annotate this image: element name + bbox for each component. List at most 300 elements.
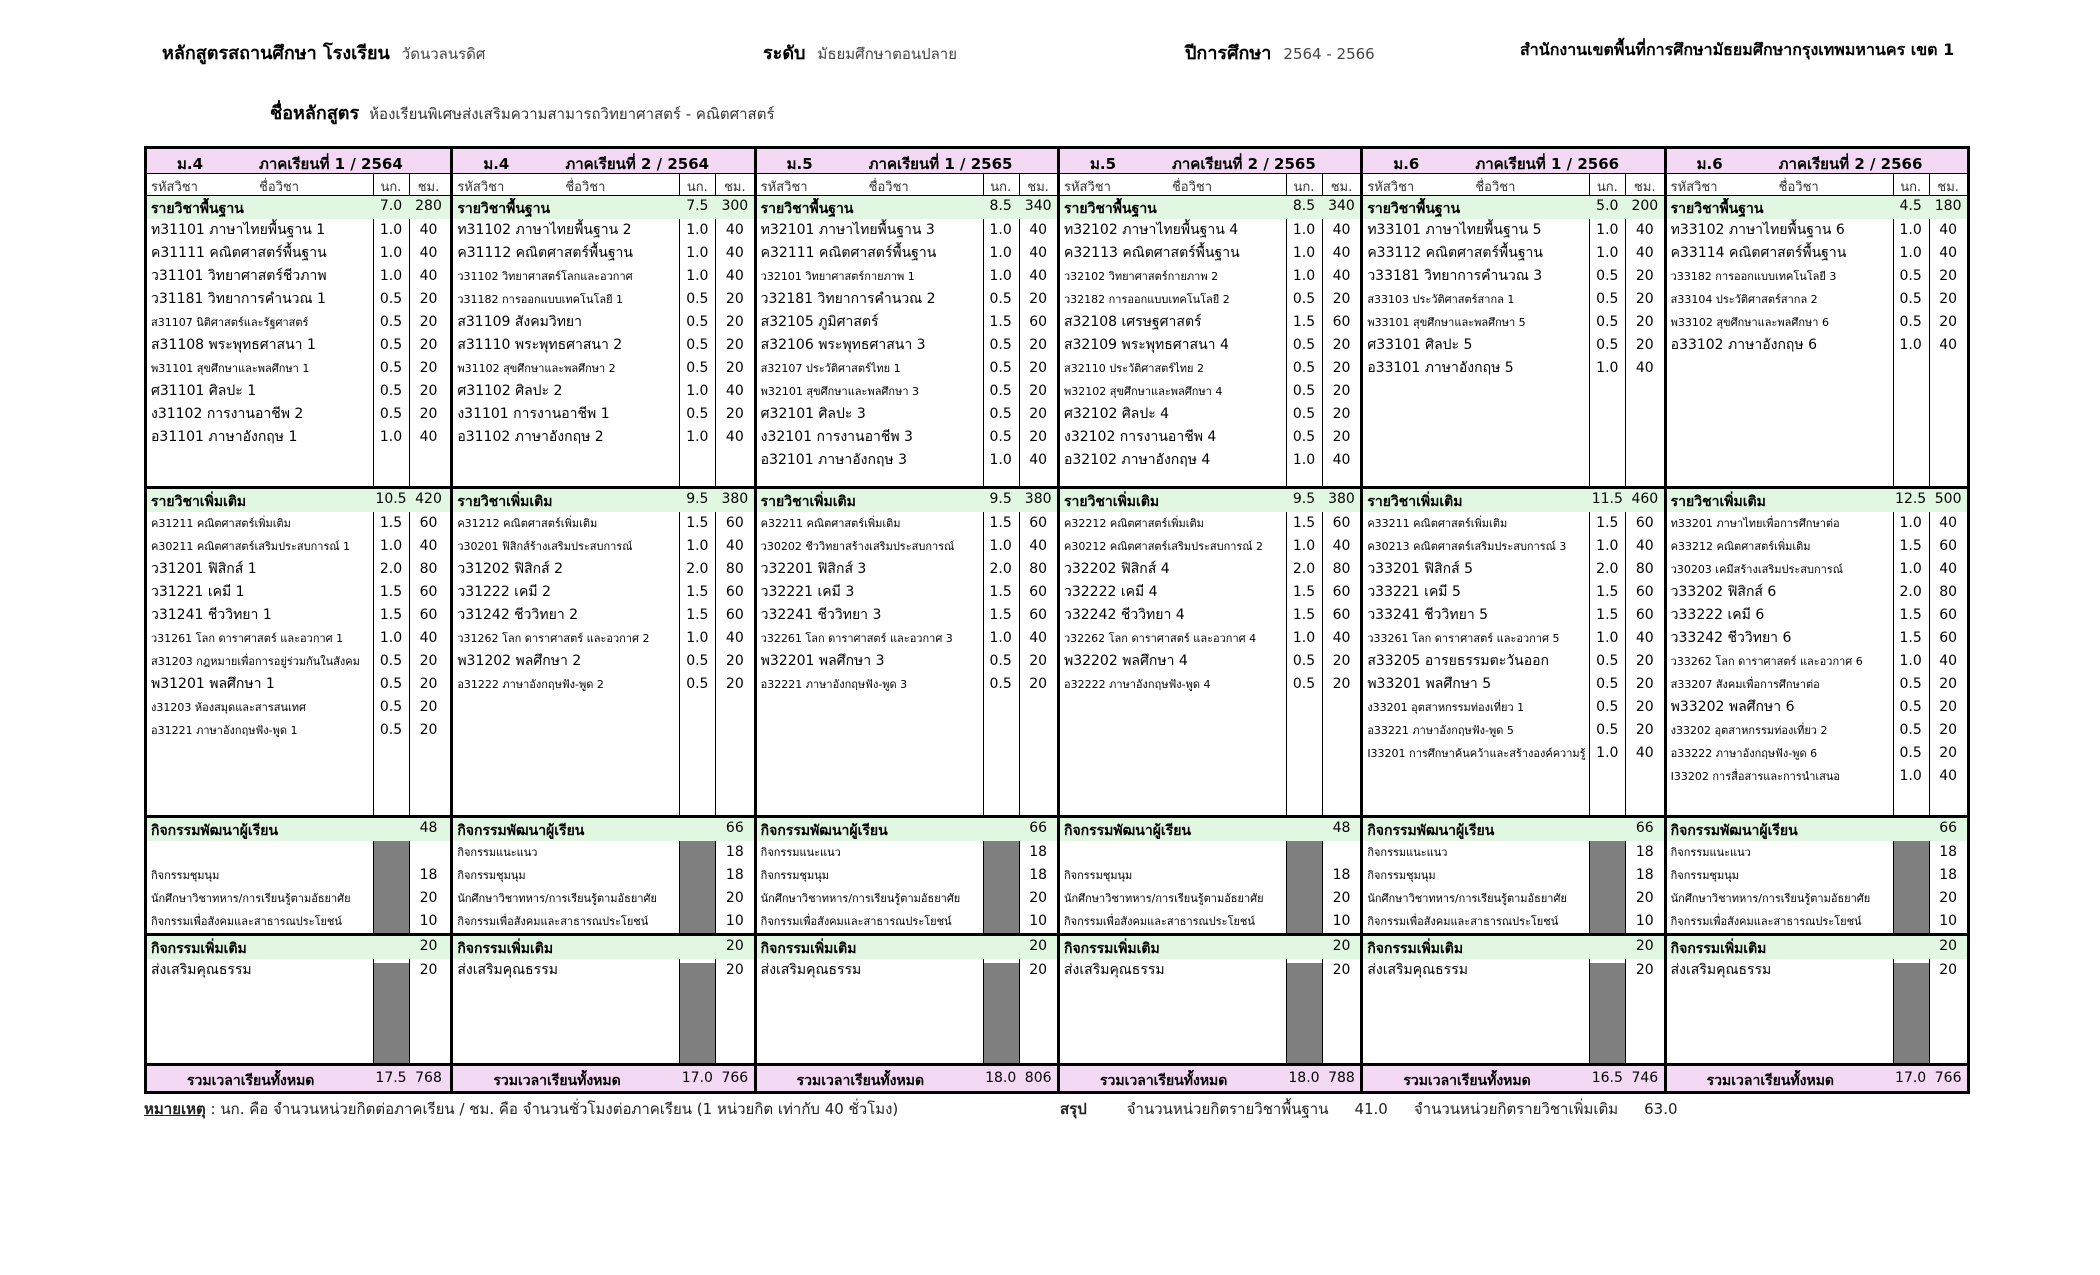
core-course-row-hours: 40 — [1332, 245, 1351, 261]
core-course-row-name: ศ32102 ศิลปะ 4 — [1063, 406, 1170, 422]
core-course-row-name: พ31101 สุขศึกษาและพลศึกษา 1 — [151, 362, 310, 375]
semester-total — [1363, 1063, 1663, 1091]
core-course-row — [453, 219, 753, 242]
core-course-row-hours: 20 — [1635, 268, 1654, 284]
additional-course-row-hours: 40 — [1635, 745, 1654, 761]
additional-course-row-hours: 40 — [1332, 630, 1351, 646]
col-credit-header: นก. — [1596, 180, 1618, 195]
core-course-row-hours: 40 — [725, 383, 744, 399]
core-course-row-credit: 0.5 — [686, 406, 709, 422]
additional-course-row-name: ว32222 เคมี 4 — [1063, 584, 1158, 600]
additional-course-row-credit: 1.5 — [1596, 515, 1619, 531]
additional-course-row — [1060, 535, 1360, 558]
additional-credit-total: 12.5 — [1895, 491, 1927, 507]
extra-section-header — [1060, 936, 1360, 959]
additional-course-row-credit: 1.0 — [686, 538, 709, 554]
core-course-row — [757, 311, 1057, 334]
core-course-row-hours: 40 — [1939, 245, 1958, 261]
additional-course-row — [1363, 673, 1663, 696]
activity-row-name: นักศึกษาวิชาทหาร/การเรียนรู้ตามอัธยาศัย — [760, 892, 961, 905]
summary-label: สรุป — [1060, 1100, 1087, 1118]
activities-section-header — [453, 818, 753, 841]
core-course-row-hours: 20 — [725, 291, 744, 307]
core-course-row-credit: 1.0 — [1899, 337, 1922, 353]
semester-grade: ม.4 — [483, 155, 510, 173]
additional-course-row-hours: 80 — [419, 561, 438, 577]
semester-grade: ม.4 — [177, 155, 204, 173]
core-course-row-name: พ33102 สุขศึกษาและพลศึกษา 6 — [1670, 316, 1829, 329]
additional-course-row — [1667, 742, 1967, 765]
additional-course-row-credit: 0.5 — [1292, 653, 1316, 669]
core-course-row — [147, 403, 450, 426]
additional-course-row-credit: 1.5 — [1292, 515, 1316, 531]
core-course-row-name: พ32102 สุขศึกษาและพลศึกษา 4 — [1063, 385, 1223, 398]
additional-course-row-name: อ33221 ภาษาอังกฤษฟัง-พูด 5 — [1367, 724, 1514, 737]
core-course-row-credit: 0.5 — [1292, 383, 1316, 399]
extra-label: กิจกรรมเพิ่มเติม — [1367, 941, 1464, 957]
additional-course-row-hours: 40 — [419, 630, 438, 646]
extra-activity-row — [1363, 959, 1663, 982]
additional-label: รายวิชาเพิ่มเติม — [1670, 494, 1766, 510]
col-credit-header: นก. — [1900, 180, 1922, 195]
extra-activity-name: ส่งเสริมคุณธรรม — [457, 962, 558, 978]
add-credits-label: จำนวนหน่วยกิตรายวิชาเพิ่มเติม — [1413, 1100, 1619, 1118]
semester-header — [757, 149, 1057, 174]
activity-row — [757, 864, 1057, 887]
additional-course-row-name: ค32212 คณิตศาสตร์เพิ่มเติม — [1063, 517, 1204, 530]
activity-row-hours: 18 — [725, 844, 744, 860]
col-name-header: ชื่อวิชา — [1171, 180, 1213, 195]
core-course-row — [147, 311, 450, 334]
additional-course-row-hours: 40 — [1029, 538, 1048, 554]
additional-course-row — [147, 604, 450, 627]
additional-course-row — [757, 581, 1057, 604]
additional-course-row-credit: 1.0 — [1899, 768, 1922, 784]
note-label: หมายเหตุ — [144, 1100, 206, 1118]
core-hours-total: 340 — [1024, 198, 1052, 214]
additional-course-row-hours: 20 — [1332, 653, 1351, 669]
core-course-row-hours: 40 — [1029, 268, 1048, 284]
additional-course-row-hours: 60 — [725, 607, 744, 623]
core-course-row-credit: 0.5 — [1292, 291, 1316, 307]
extra-activity-row — [147, 959, 450, 982]
additional-course-row — [1060, 512, 1360, 535]
core-course-row-credit: 1.0 — [379, 245, 403, 261]
additional-course-row-name: อ33222 ภาษาอังกฤษฟัง-พูด 6 — [1670, 747, 1818, 760]
additional-course-row-credit: 1.0 — [1899, 653, 1922, 669]
core-course-row-hours: 20 — [725, 406, 744, 422]
total-hours: 746 — [1631, 1070, 1659, 1086]
core-course-row-credit: 0.5 — [379, 291, 403, 307]
activity-row — [1667, 887, 1967, 910]
additional-section-header — [1667, 489, 1967, 512]
activity-row-hours: 10 — [1332, 913, 1351, 929]
core-course-row-name: ง31102 การงานอาชีพ 2 — [151, 406, 304, 422]
additional-course-row-hours: 20 — [1939, 722, 1958, 738]
core-course-row-hours: 20 — [419, 314, 438, 330]
activities-hours-total: 66 — [725, 820, 744, 836]
total-credit: 18.0 — [985, 1070, 1017, 1086]
additional-course-row-hours: 20 — [1635, 676, 1654, 692]
extra-section-header — [453, 936, 753, 959]
additional-course-row-credit: 1.5 — [1899, 607, 1922, 623]
activity-row-hours: 18 — [1939, 867, 1958, 883]
activity-row — [453, 841, 753, 864]
additional-course-row-credit: 0.5 — [686, 653, 709, 669]
activities-section-header — [147, 818, 450, 841]
core-course-row-hours: 40 — [1029, 245, 1048, 261]
additional-course-row — [147, 696, 450, 719]
total-hours: 766 — [1934, 1070, 1962, 1086]
core-course-row-hours: 40 — [419, 429, 438, 445]
core-section-header — [1363, 196, 1663, 219]
core-course-row-credit: 0.5 — [686, 314, 709, 330]
core-course-row-name: พ32101 สุขศึกษาและพลศึกษา 3 — [760, 385, 919, 398]
core-course-row — [1667, 242, 1967, 265]
core-course-row-name: อ33101 ภาษาอังกฤษ 5 — [1367, 360, 1514, 376]
additional-course-row-name: ว33261 โลก ดาราศาสตร์ และอวกาศ 5 — [1367, 632, 1560, 645]
col-name-header: ชื่อวิชา — [1778, 180, 1819, 195]
additional-course-row-credit: 2.0 — [1292, 561, 1316, 577]
core-course-row-name: ศ32101 ศิลปะ 3 — [760, 406, 866, 422]
core-course-row — [453, 242, 753, 265]
activity-row — [453, 910, 753, 933]
core-course-row-hours: 20 — [419, 337, 438, 353]
semester-column — [1664, 149, 1967, 1091]
additional-hours-total: 420 — [415, 491, 442, 507]
additional-credit-total: 9.5 — [989, 491, 1012, 507]
core-course-row-hours: 40 — [1635, 222, 1654, 238]
additional-course-row-hours: 20 — [1939, 699, 1958, 715]
core-course-row-name: อ32101 ภาษาอังกฤษ 3 — [760, 452, 908, 468]
total-hours: 788 — [1328, 1070, 1355, 1086]
core-course-row-credit: 0.5 — [1292, 429, 1316, 445]
extra-activity-name: ส่งเสริมคุณธรรม — [1670, 962, 1772, 978]
col-hours-header: ชม. — [1027, 180, 1049, 195]
col-hours-header: ชม. — [1937, 180, 1959, 195]
semester-column — [1057, 149, 1360, 1091]
additional-course-row-name: ค33211 คณิตศาสตร์เพิ่มเติม — [1367, 517, 1508, 530]
col-hours-header: ชม. — [724, 180, 746, 195]
semester-header — [453, 149, 753, 174]
semester-total — [147, 1063, 450, 1091]
activity-row — [453, 887, 753, 910]
additional-course-row — [453, 512, 753, 535]
core-credit-total: 5.0 — [1596, 198, 1619, 214]
additional-course-row-name: ส33207 สังคมเพื่อการศึกษาต่อ — [1670, 678, 1820, 691]
additional-course-row — [1667, 627, 1967, 650]
additional-course-row-name: ท33201 ภาษาไทยเพื่อการศึกษาต่อ — [1670, 517, 1840, 530]
activities-hours-total: 48 — [419, 820, 438, 836]
core-course-row — [1060, 242, 1360, 265]
core-course-row-credit: 1.0 — [686, 268, 709, 284]
core-course-row — [453, 288, 753, 311]
core-course-row — [757, 242, 1057, 265]
additional-course-row — [1667, 673, 1967, 696]
core-course-row-name: ท33101 ภาษาไทยพื้นฐาน 5 — [1367, 222, 1542, 238]
col-hours-header: ชม. — [1330, 180, 1353, 195]
core-course-row-name: ส32107 ประวัติศาสตร์ไทย 1 — [760, 362, 901, 375]
additional-course-row-credit: 1.0 — [1292, 538, 1316, 554]
additional-course-row-name: ว33202 ฟิสิกส์ 6 — [1670, 584, 1777, 600]
core-course-row — [453, 311, 753, 334]
additional-course-row-credit: 1.5 — [989, 515, 1012, 531]
additional-hours-total: 460 — [1631, 491, 1659, 507]
additional-course-row-name: ว33262 โลก ดาราศาสตร์ และอวกาศ 6 — [1670, 655, 1863, 668]
activities-label: กิจกรรมพัฒนาผู้เรียน — [1367, 823, 1495, 839]
curriculum-table — [144, 146, 1970, 1094]
core-course-row-name: ง31101 การงานอาชีพ 1 — [457, 406, 610, 422]
activity-row-hours: 18 — [725, 867, 744, 883]
core-course-row-hours: 20 — [725, 337, 744, 353]
additional-course-row-hours: 60 — [725, 515, 744, 531]
extra-label: กิจกรรมเพิ่มเติม — [760, 941, 857, 957]
additional-course-row-credit: 1.0 — [379, 538, 403, 554]
additional-hours-total: 380 — [721, 491, 749, 507]
activity-row — [1363, 910, 1663, 933]
col-code-header: รหัสวิชา — [151, 180, 198, 195]
extra-section-header — [757, 936, 1057, 959]
core-course-row-credit: 1.0 — [989, 222, 1012, 238]
additional-course-row-hours: 20 — [1029, 653, 1048, 669]
level-label: ระดับ — [763, 43, 806, 64]
extra-hours-total: 20 — [1635, 938, 1654, 954]
activity-row — [757, 887, 1057, 910]
core-course-row-credit: 0.5 — [1596, 337, 1619, 353]
core-course-row-credit: 1.0 — [1596, 222, 1619, 238]
footnote — [144, 1097, 898, 1121]
additional-course-row — [1060, 604, 1360, 627]
additional-course-row — [147, 719, 450, 742]
additional-course-row-name: ว33222 เคมี 6 — [1670, 607, 1765, 623]
activity-row-name: นักศึกษาวิชาทหาร/การเรียนรู้ตามอัธยาศัย — [1670, 892, 1871, 905]
activity-row-name: กิจกรรมเพื่อสังคมและสาธารณประโยชน์ — [151, 915, 342, 928]
additional-course-row-credit: 1.0 — [1596, 630, 1619, 646]
additional-course-row-name: พ32201 พลศึกษา 3 — [760, 653, 885, 669]
core-course-row — [1363, 334, 1663, 357]
school-name: วัดนวลนรดิศ — [401, 45, 486, 63]
additional-course-row-name: ว33201 ฟิสิกส์ 5 — [1367, 561, 1473, 577]
core-course-row-credit: 1.0 — [989, 452, 1012, 468]
core-course-row — [1060, 449, 1360, 472]
core-course-row-credit: 1.0 — [686, 429, 709, 445]
additional-label: รายวิชาเพิ่มเติม — [760, 494, 856, 510]
activities-section-header — [1060, 818, 1360, 841]
additional-course-row-credit: 1.0 — [989, 630, 1012, 646]
extra-activity-name: ส่งเสริมคุณธรรม — [1063, 962, 1165, 978]
core-course-row-hours: 20 — [1029, 383, 1048, 399]
col-hours-header: ชม. — [417, 180, 440, 195]
extra-label: กิจกรรมเพิ่มเติม — [1670, 941, 1767, 957]
additional-course-row-name: ว32261 โลก ดาราศาสตร์ และอวกาศ 3 — [760, 632, 953, 645]
additional-course-row-hours: 20 — [419, 653, 438, 669]
col-credit-header: นก. — [380, 180, 402, 195]
additional-course-row — [757, 627, 1057, 650]
extra-activity-hours: 20 — [419, 962, 438, 978]
core-section-header — [1060, 196, 1360, 219]
core-course-row-credit: 0.5 — [379, 314, 403, 330]
additional-course-row — [1667, 696, 1967, 719]
additional-course-row-name: ว30203 เคมีสร้างเสริมประสบการณ์ — [1670, 563, 1843, 576]
additional-course-row — [1667, 581, 1967, 604]
additional-course-row-hours: 60 — [1635, 515, 1654, 531]
core-course-row-name: ท32101 ภาษาไทยพื้นฐาน 3 — [760, 222, 935, 238]
core-course-row — [757, 334, 1057, 357]
activity-row — [1667, 910, 1967, 933]
activities-section-header — [757, 818, 1057, 841]
core-course-row-name: อ33102 ภาษาอังกฤษ 6 — [1670, 337, 1817, 353]
core-section-header — [1667, 196, 1967, 219]
activity-row-hours: 18 — [1029, 867, 1048, 883]
program-title — [270, 98, 775, 127]
activities-label: กิจกรรมพัฒนาผู้เรียน — [1670, 823, 1798, 839]
additional-course-row-name: ค30213 คณิตศาสตร์เสริมประสบการณ์ 3 — [1367, 540, 1567, 553]
additional-course-row-hours: 60 — [1029, 607, 1048, 623]
core-course-row — [1060, 288, 1360, 311]
core-course-row — [147, 380, 450, 403]
core-course-row-hours: 20 — [725, 314, 744, 330]
core-section-header — [453, 196, 753, 219]
core-section-header — [757, 196, 1057, 219]
core-course-row-hours: 40 — [1939, 222, 1958, 238]
core-course-row-hours: 40 — [419, 222, 438, 238]
additional-course-row-name: ว31241 ชีววิทยา 1 — [151, 607, 272, 623]
core-course-row-name: ง32101 การงานอาชีพ 3 — [760, 429, 913, 445]
additional-course-row-hours: 80 — [1635, 561, 1654, 577]
core-course-row-name: ส32105 ภูมิศาสตร์ — [760, 314, 879, 330]
semester-header — [1667, 149, 1967, 174]
additional-course-row-name: I33202 การสื่อสารและการนำเสนอ — [1670, 770, 1841, 783]
core-course-row — [147, 288, 450, 311]
core-course-row-credit: 0.5 — [989, 383, 1012, 399]
additional-credit-total: 9.5 — [686, 491, 709, 507]
activity-row-name: กิจกรรมแนะแนว — [760, 846, 841, 859]
activity-row-name: กิจกรรมเพื่อสังคมและสาธารณประโยชน์ — [457, 915, 649, 928]
core-course-row — [1060, 380, 1360, 403]
core-course-row — [1363, 242, 1663, 265]
program-label: ชื่อหลักสูตร — [270, 103, 360, 124]
core-credits-value: 41.0 — [1354, 1100, 1388, 1118]
additional-course-row — [1060, 627, 1360, 650]
core-course-row-hours: 20 — [725, 360, 744, 376]
core-course-row-credit: 0.5 — [1596, 314, 1619, 330]
additional-course-row-hours: 20 — [1635, 699, 1654, 715]
additional-course-row — [453, 581, 753, 604]
add-credits-value: 63.0 — [1644, 1100, 1678, 1118]
additional-course-row-name: ว30201 ฟิสิกส์ร้างเสริมประสบการณ์ — [457, 540, 633, 553]
core-course-row-name: ค31112 คณิตศาสตร์พื้นฐาน — [457, 245, 633, 261]
core-course-row-hours: 40 — [1635, 245, 1654, 261]
additional-course-row-name: ส33205 อารยธรรมตะวันออก — [1367, 653, 1549, 669]
additional-course-row-hours: 40 — [1939, 768, 1958, 784]
additional-course-row-hours: 20 — [419, 699, 438, 715]
additional-course-row-name: ว32241 ชีววิทยา 3 — [760, 607, 882, 623]
extra-activity-row — [757, 959, 1057, 982]
additional-course-row-hours: 60 — [419, 607, 438, 623]
additional-course-row-name: ว31242 ชีววิทยา 2 — [457, 607, 579, 623]
core-course-row-name: ส32106 พระพุทธศาสนา 3 — [760, 337, 926, 353]
additional-course-row — [757, 535, 1057, 558]
additional-course-row-name: ว32262 โลก ดาราศาสตร์ และอวกาศ 4 — [1063, 632, 1257, 645]
core-course-row-name: ศ31102 ศิลปะ 2 — [457, 383, 563, 399]
extra-hours-total: 20 — [1939, 938, 1958, 954]
activity-row-name: กิจกรรมเพื่อสังคมและสาธารณประโยชน์ — [1367, 915, 1559, 928]
core-course-row-name: ส32110 ประวัติศาสตร์ไทย 2 — [1063, 362, 1204, 375]
total-label: รวมเวลาเรียนทั้งหมด — [1706, 1073, 1835, 1089]
additional-course-row-name: ค30211 คณิตศาสตร์เสริมประสบการณ์ 1 — [151, 540, 351, 553]
core-course-row-credit: 0.5 — [1596, 268, 1619, 284]
core-course-row — [1667, 311, 1967, 334]
core-course-row — [1363, 219, 1663, 242]
additional-course-row-name: ว30202 ชีววิทยาสร้างเสริมประสบการณ์ — [760, 540, 955, 553]
core-course-row — [1667, 265, 1967, 288]
col-name-header: ชื่อวิชา — [868, 180, 909, 195]
additional-course-row — [453, 673, 753, 696]
column-headers — [1667, 174, 1967, 196]
additional-course-row-hours: 60 — [1029, 584, 1048, 600]
activity-row — [757, 841, 1057, 864]
additional-course-row-credit: 0.5 — [1899, 745, 1922, 761]
activity-row — [1667, 864, 1967, 887]
additional-course-row-hours: 60 — [1939, 538, 1958, 554]
core-course-row-name: ง32102 การงานอาชีพ 4 — [1063, 429, 1217, 445]
core-course-row-credit: 1.0 — [379, 222, 403, 238]
additional-course-row — [757, 604, 1057, 627]
additional-course-row-name: อ32221 ภาษาอังกฤษฟัง-พูด 3 — [760, 678, 908, 691]
core-course-row-name: ส31108 พระพุทธศาสนา 1 — [151, 337, 316, 353]
core-course-row-name: ส31109 สังคมวิทยา — [457, 314, 582, 330]
core-course-row-credit: 1.0 — [379, 429, 403, 445]
additional-course-row — [1667, 650, 1967, 673]
activity-row-hours: 20 — [419, 890, 438, 906]
core-course-row-credit: 1.0 — [1596, 360, 1619, 376]
semester-column — [450, 149, 753, 1091]
additional-course-row-credit: 0.5 — [1899, 722, 1922, 738]
additional-course-row-name: ว31222 เคมี 2 — [457, 584, 551, 600]
activity-row-name: นักศึกษาวิชาทหาร/การเรียนรู้ตามอัธยาศัย — [1063, 892, 1264, 905]
additional-course-row-name: ง33202 อุตสาหกรรมท่องเที่ยว 2 — [1670, 724, 1828, 737]
total-credit: 17.0 — [681, 1070, 713, 1086]
additional-course-row-credit: 1.0 — [686, 630, 709, 646]
total-credit: 18.0 — [1288, 1070, 1320, 1086]
core-course-row — [1667, 288, 1967, 311]
core-course-row-hours: 20 — [1939, 291, 1958, 307]
core-credit-total: 7.0 — [379, 198, 403, 214]
semester-total — [1060, 1063, 1360, 1091]
additional-course-row-credit: 0.5 — [1596, 699, 1619, 715]
additional-course-row-credit: 1.5 — [1899, 538, 1922, 554]
core-course-row-hours: 20 — [1029, 429, 1048, 445]
core-course-row-credit: 1.5 — [989, 314, 1012, 330]
additional-course-row-credit: 0.5 — [989, 676, 1012, 692]
activities-section-header — [1667, 818, 1967, 841]
program-name: ห้องเรียนพิเศษส่งเสริมความสามารถวิทยาศาสตร์ - คณิตศาสตร์ — [369, 105, 775, 123]
additional-course-row-credit: 1.0 — [989, 538, 1012, 554]
core-label: รายวิชาพื้นฐาน — [1670, 201, 1764, 217]
additional-course-row — [1363, 627, 1663, 650]
semester-term: ภาคเรียนที่ 2 / 2565 — [1171, 155, 1316, 173]
additional-course-row-name: อ31222 ภาษาอังกฤษฟัง-พูด 2 — [457, 678, 604, 691]
additional-course-row-credit: 0.5 — [379, 676, 403, 692]
core-label: รายวิชาพื้นฐาน — [760, 201, 854, 217]
core-course-row-credit: 1.0 — [1596, 245, 1619, 261]
core-course-row-credit: 1.5 — [1292, 314, 1316, 330]
semester-term: ภาคเรียนที่ 1 / 2565 — [868, 155, 1013, 173]
core-hours-total: 200 — [1631, 198, 1659, 214]
core-course-row-credit: 1.0 — [379, 268, 403, 284]
extra-activity-hours: 20 — [1635, 962, 1654, 978]
semester-header — [147, 149, 450, 174]
